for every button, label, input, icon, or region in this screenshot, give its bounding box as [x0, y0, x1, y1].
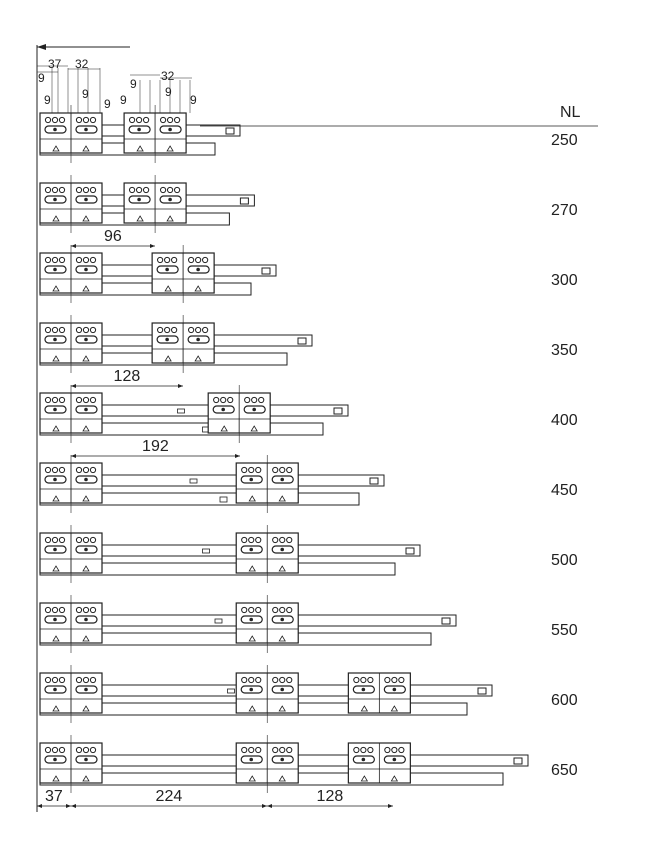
nl-value-500: 500: [551, 552, 578, 569]
nl-value-600: 600: [551, 692, 578, 709]
dim-top-32-right: 32: [161, 69, 175, 83]
dim-top-9-left-b: 9: [44, 93, 51, 107]
nl-value-300: 300: [551, 272, 578, 289]
nl-value-400: 400: [551, 412, 578, 429]
nl-value-250: 250: [551, 132, 578, 149]
dim-top-9-right-d: 9: [190, 93, 197, 107]
dim-192: 192: [142, 438, 169, 455]
dim-top-32-left: 32: [75, 57, 89, 71]
dim-top-37: 37: [48, 57, 62, 71]
dim-bottom-37: 37: [45, 788, 63, 805]
nl-value-350: 350: [551, 342, 578, 359]
dim-bottom-128: 128: [316, 788, 344, 805]
nl-value-450: 450: [551, 482, 578, 499]
dim-top-9-right-c: 9: [165, 85, 172, 99]
dim-bottom-224: 224: [155, 788, 183, 805]
dim-top-9-right-a: 9: [130, 77, 137, 91]
dim-top-9-left-a: 9: [38, 71, 45, 85]
dim-top-9-left-d: 9: [104, 97, 111, 111]
nl-value-650: 650: [551, 762, 578, 779]
dim-top-9-right-b: 9: [120, 93, 127, 107]
nl-header: NL: [560, 104, 581, 121]
dim-top-9-left-c: 9: [82, 87, 89, 101]
nl-value-550: 550: [551, 622, 578, 639]
dim-128: 128: [113, 368, 141, 385]
dim-96: 96: [104, 228, 122, 245]
nl-value-270: 270: [551, 202, 578, 219]
